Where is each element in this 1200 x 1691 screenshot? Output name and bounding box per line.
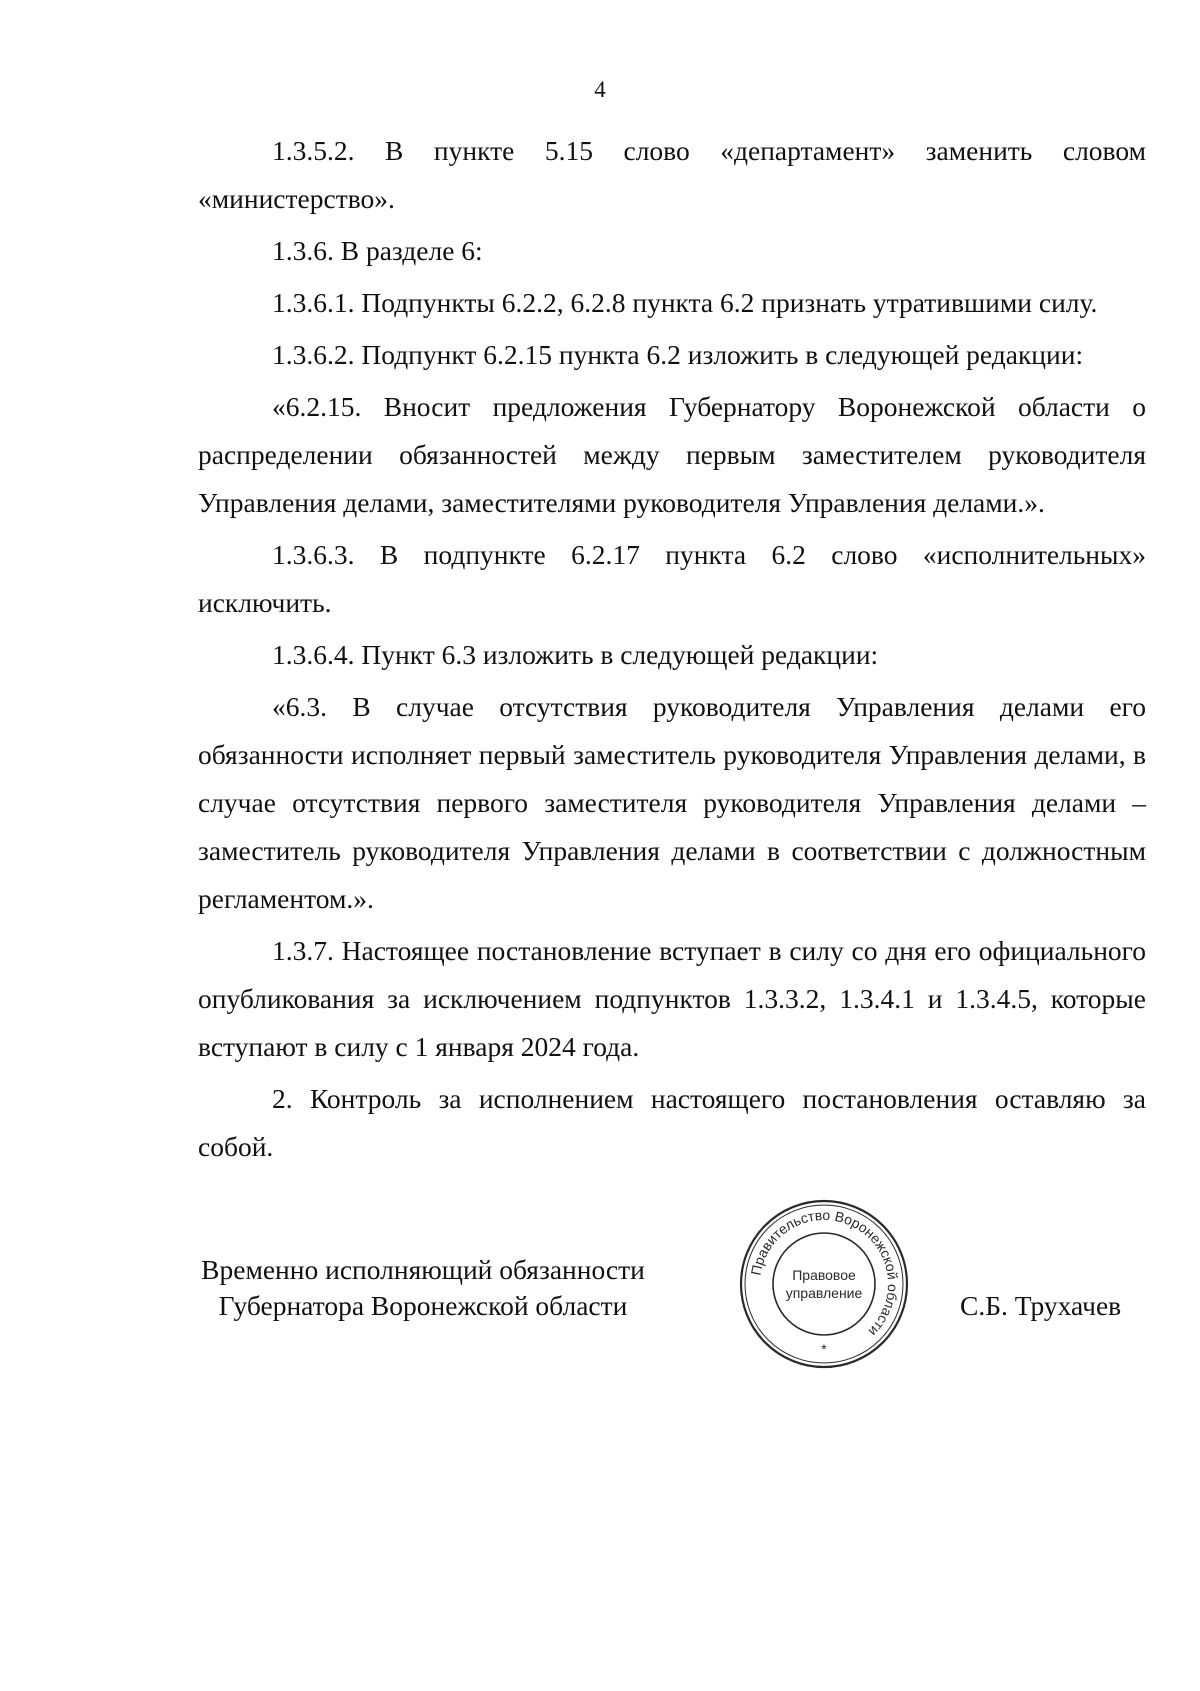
page-number: 4: [594, 77, 606, 102]
paragraph-6-2-15-quote: «6.2.15. Вносит предложения Губернатору Воронежской области о распределении обязанностей между первым заместителем руководителя Управления делами, заместителями руководителя Управления делами.».: [198, 391, 1146, 518]
paragraph-6-3-quote: «6.3. В случае отсутствия руководителя Управления делами его обязанности исполняет первый заместитель руководителя Управления делами, в случае отсутствия первого заместителя руководителя Управления делами – заместитель руководителя Управления делами в соответствии с должностным регламентом.».: [198, 691, 1146, 914]
signatory-position: [198, 1252, 648, 1324]
paragraph-1-3-6-3: 1.3.6.3. В подпункте 6.2.17 пункта 6.2 слово «исполнительных» исключить.: [198, 539, 1146, 618]
stamp-inner-ring: [773, 1233, 875, 1335]
paragraph-1-3-5-2: 1.3.5.2. В пункте 5.15 слово «департамент» заменить словом «министерство».: [198, 135, 1146, 214]
stamp-inner-line-2: управление: [785, 1285, 863, 1301]
stamp-seal: [738, 1198, 910, 1370]
document-body: [198, 127, 1146, 1175]
paragraph-1-3-6: 1.3.6. В разделе 6:: [272, 235, 483, 266]
signatory-name: С.Б. Трухачев: [960, 1290, 1122, 1321]
stamp-inner-line-1: Правовое: [792, 1267, 856, 1283]
paragraph-1-3-6-2: 1.3.6.2. Подпункт 6.2.15 пункта 6.2 изложить в следующей редакции:: [272, 339, 1084, 370]
signatory-position-line-2: Губернатора Воронежской области: [218, 1290, 628, 1321]
signatory-position-line-1: Временно исполняющий обязанности: [201, 1254, 645, 1285]
stamp-outer-text-path: Правительство Воронежской области: [747, 1206, 902, 1340]
paragraph-1-3-6-1: 1.3.6.1. Подпункты 6.2.2, 6.2.8 пункта 6.2 признать утратившими силу.: [272, 287, 1098, 318]
stamp-outer-ring-thin: [745, 1205, 903, 1363]
paragraph-1-3-6-4: 1.3.6.4. Пункт 6.3 изложить в следующей редакции:: [272, 639, 879, 670]
paragraph-1-3-7: 1.3.7. Настоящее постановление вступает в силу со дня его официального опубликования за исключением подпунктов 1.3.3.2, 1.3.4.1 и 1.3.4.5, которые вступают в силу с 1 января 2024 года.: [198, 935, 1146, 1062]
paragraph-2: 2. Контроль за исполнением настоящего постановления оставляю за собой.: [198, 1083, 1146, 1162]
official-stamp: [738, 1198, 910, 1370]
stamp-star: *: [821, 1341, 827, 1357]
